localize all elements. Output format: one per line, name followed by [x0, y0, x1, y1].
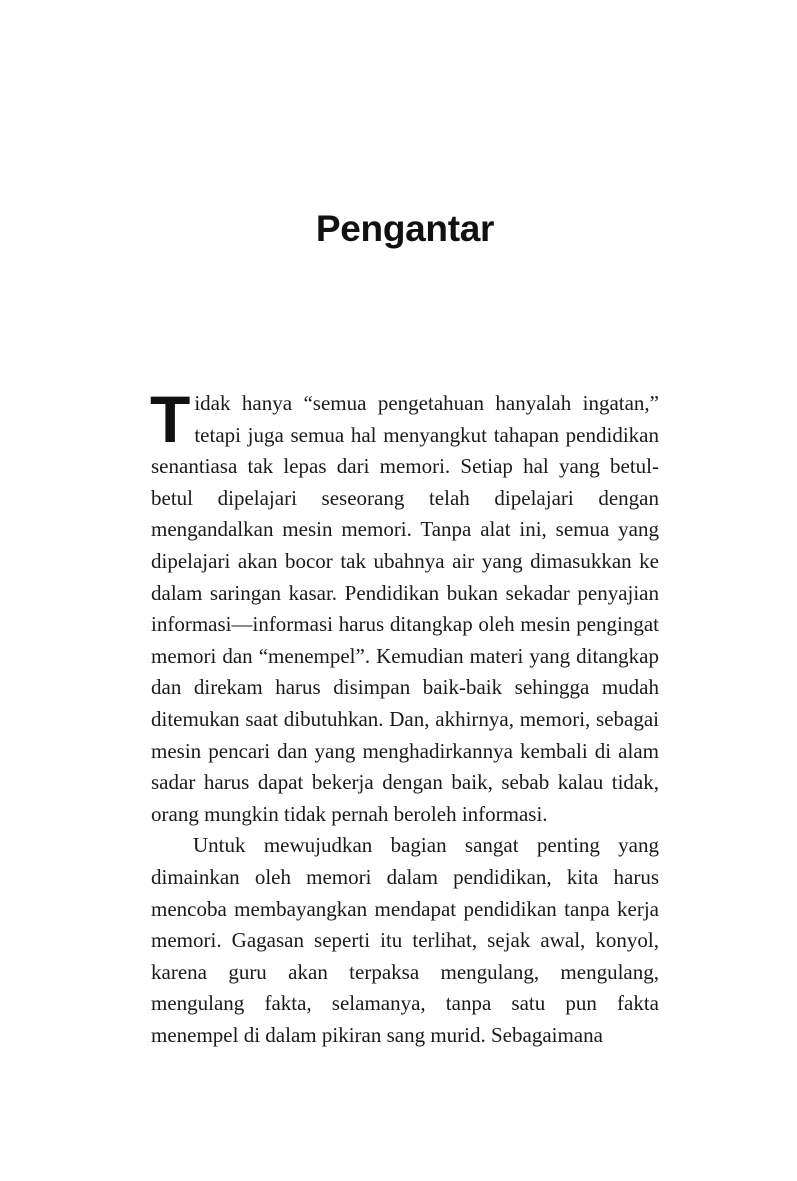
paragraph-1	[150, 382, 659, 830]
paragraph-2: Untuk mewujudkan bagian sangat penting yang dimainkan oleh memori dalam pendidikan, kita harus mencoba membayangkan mendapat pendidikan tanpa kerja memori. Gagasan seperti itu terlihat, sejak awal, konyol, karena guru akan terpaksa mengulang, mengulang, mengulang fakta, selamanya, tanpa satu pun fakta menempel di dalam pikiran sang murid. Sebagaimana	[151, 833, 659, 1047]
body-text	[150, 382, 659, 1051]
paragraph-1-text: idak hanya “semua pengetahuan hanyalah ingatan,” tetapi juga semua hal menyangkut tahapan pendidikan senantiasa tak lepas dari memori. Setiap hal yang betul-betul dipelajari seseorang telah dipelajari dengan mengandalkan mesin memori. Tanpa alat ini, semua yang dipelajari akan bocor tak ubahnya air yang dimasukkan ke dalam saringan kasar. Pendidikan bukan sekadar penyajian informasi—informasi harus ditangkap oleh mesin pengingat memori dan “menempel”. Kemudian materi yang ditangkap dan direkam harus disimpan baik-baik sehingga mudah ditemukan saat dibutuhkan. Dan, akhirnya, memori, sebagai mesin pencari dan yang menghadirkannya kembali di alam sadar harus dapat bekerja dengan baik, sebab kalau tidak, orang mungkin tidak pernah beroleh informasi.	[151, 391, 659, 826]
drop-cap: T	[150, 382, 191, 456]
chapter-title: Pengantar	[315, 208, 495, 249]
